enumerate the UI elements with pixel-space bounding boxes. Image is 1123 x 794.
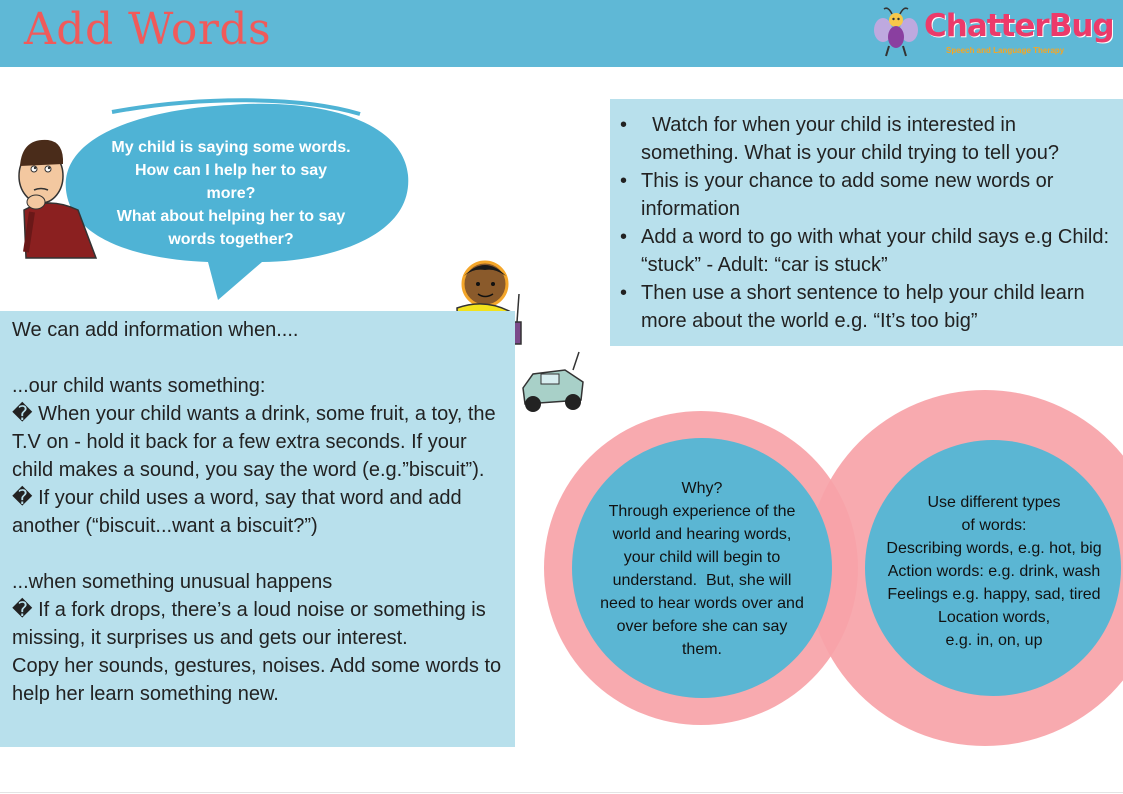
bubble-line: My child is saying some words. — [111, 139, 351, 156]
bubble-line: words together? — [168, 231, 294, 248]
tip-item: • Watch for when your child is interested in something. What is your child trying to tell you? — [618, 111, 1118, 167]
bullet-wants-drink: � When your child wants a drink, some fruit, a toy, the T.V on - hold it back for a few extra seconds. If your child makes a sound, you say the word (e.g.”biscuit”). — [12, 403, 496, 481]
page-title: Add Words — [24, 4, 272, 55]
copy-sounds-text: Copy her sounds, gestures, noises. Add some words to help her learn something new. — [12, 655, 502, 705]
why-circle-text — [586, 477, 818, 661]
speech-bubble-text — [96, 136, 366, 251]
types-line: Feelings e.g. happy, sad, tired — [887, 586, 1101, 603]
brand-name: ChatterBug — [924, 8, 1114, 44]
why-line: over before she can say — [616, 618, 788, 635]
page-bottom-divider — [0, 792, 1123, 793]
types-line: Location words, — [937, 609, 1051, 626]
types-line: Describing words, e.g. hot, big — [886, 540, 1102, 557]
thinking-man-illustration — [8, 126, 103, 262]
bullet-fork-drops: � If a fork drops, there’s a loud noise or something is missing, it surprises us and gets our interest. — [12, 599, 486, 649]
left-info-text — [12, 316, 512, 708]
bubble-line: more? — [206, 185, 256, 202]
why-line: understand. But, she will — [612, 572, 792, 589]
tips-list — [618, 111, 1118, 335]
bullet-uses-word: � If your child uses a word, say that word and add another (“biscuit...want a biscuit?”) — [12, 487, 462, 537]
types-line: Action words: e.g. drink, wash — [887, 563, 1101, 580]
why-line: Through experience of the — [608, 503, 796, 520]
why-line: your child will begin to — [623, 549, 781, 566]
panel-intro: We can add information when.... — [12, 319, 299, 341]
section-heading-wants: ...our child wants something: — [12, 375, 266, 397]
word-types-circle-text — [876, 491, 1112, 652]
bubble-line: How can I help her to say — [134, 162, 328, 179]
toy-car-illustration — [523, 352, 583, 412]
why-line: them. — [681, 641, 722, 658]
types-line: e.g. in, on, up — [945, 632, 1043, 649]
brand-tagline: Speech and Language Therapy — [946, 46, 1065, 55]
tip-item: • Add a word to go with what your child says e.g Child: “stuck” - Adult: “car is stuck” — [618, 223, 1118, 279]
types-line: of words: — [961, 517, 1027, 534]
tip-item: • This is your chance to add some new words or information — [618, 167, 1118, 223]
why-line: world and hearing words, — [612, 526, 792, 543]
why-line: need to hear words over and — [600, 595, 804, 612]
tip-item: • Then use a short sentence to help your child learn more about the world e.g. “It’s too big” — [618, 279, 1118, 335]
types-line: Use different types — [927, 494, 1061, 511]
bubble-line: What about helping her to say — [116, 208, 346, 225]
why-line: Why? — [681, 480, 723, 497]
section-heading-unusual: ...when something unusual happens — [12, 571, 333, 593]
